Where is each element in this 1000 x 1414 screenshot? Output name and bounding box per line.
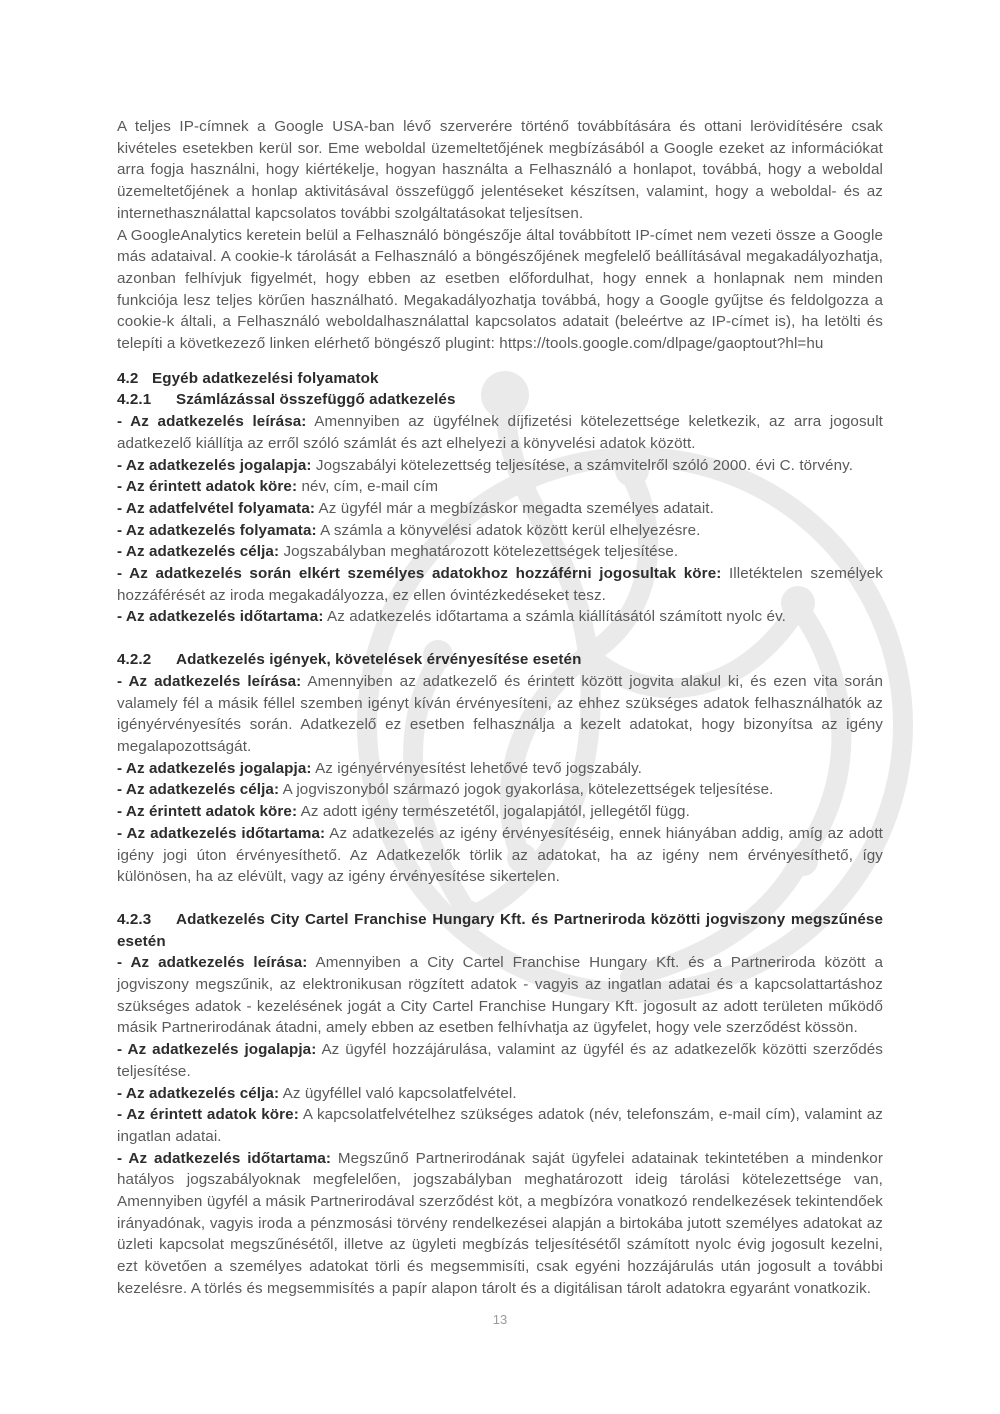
- section-4-2-1-number: 4.2.1: [117, 391, 152, 409]
- item-label: - Az adatkezelés célja:: [117, 781, 280, 799]
- section-4-2-3-heading: [117, 909, 883, 952]
- item-text: Az ügyfél hozzájárulása, valamint az ügyfél és az adatkezelők közötti szerződés teljesítése.: [117, 1041, 883, 1080]
- item-label: - Az adatkezelés jogalapja:: [117, 456, 312, 474]
- item-label: - Az adatkezelés időtartama:: [117, 824, 326, 842]
- section-4-2-3-title: Adatkezelés City Cartel Franchise Hungary Kft. és Partneriroda közötti jogviszony megszűnése esetén: [117, 910, 883, 950]
- section-4-2-3-item-data-scope: [117, 1104, 883, 1147]
- item-text: Az adatkezelés az igény érvényesítéséig, ennek hiányában addig, amíg az adott igény jogi úton érvényesíthető. Az Adatkezelők törlik az adatokat, ha az igény nem érvényesíthető, így különösen, ha az elévült, vagy az igény érvényesítése sikertelen.: [117, 824, 883, 886]
- item-label: - Az adatkezelés folyamata:: [117, 521, 317, 539]
- item-text: Az igényérvényesítést lehetővé tevő jogszabály.: [315, 759, 642, 777]
- item-label: - Az adatkezelés időtartama:: [117, 608, 324, 626]
- item-text: Jogszabályban meghatározott kötelezettségek teljesítése.: [283, 543, 679, 561]
- section-4-2-3-item-description: [117, 952, 883, 1039]
- page-number: 13: [492, 1312, 508, 1327]
- item-label: - Az adatkezelés során elkért személyes adatokhoz hozzáférni jogosultak köre:: [117, 565, 722, 583]
- item-text: Illetéktelen személyek hozzáférését az iroda megakadályozza, ez ellen óvintézkedéseket tesz.: [117, 565, 883, 604]
- item-label: - Az érintett adatok köre:: [117, 1106, 299, 1124]
- item-label: - Az adatkezelés jogalapja:: [117, 1041, 317, 1059]
- item-text: Amennyiben az ügyfélnek díjfizetési kötelezettsége keletkezik, az arra jogosult adatkezelő kiállítja az erről szóló számlát és azt elhelyezi a könyvelési adatok között.: [117, 413, 883, 452]
- intro-paragraph-2-text: A GoogleAnalytics keretein belül a Felhasználó böngészője által továbbított IP-címet nem vezeti össze a Google más adataival. A cookie-k tárolását a Felhasználó a böngészőjének megfelelő beállításával megakadályozhatja, azonban felhívjuk figyelmét, hogy ebben az esetben előfordulhat, hogy ennek a honlapnak nem minden funkciója lesz teljes körűen használható. Megakadályozhatja továbbá, hogy a Google gyűjtse és feldolgozza a cookie-k általi, a Felhasználó weboldalhasználattal kapcsolatos adatait (beleértve az IP-címet is), ha letölti és telepíti a következező linken elérhető böngésző plugint:: [117, 226, 883, 353]
- gaoptout-link: https://tools.google.com/dlpage/gaoptout?hl=hu: [499, 335, 824, 353]
- item-text: név, cím, e-mail cím: [301, 478, 439, 496]
- section-4-2-2-item-description: [117, 671, 883, 758]
- item-text: Az ügyfél már a megbízáskor megadta személyes adatait.: [318, 499, 714, 517]
- section-4-2-1-title: Számlázással összefüggő adatkezelés: [176, 391, 456, 409]
- section-4-2-1-item-description: [117, 411, 883, 454]
- item-text: Amennyiben a City Cartel Franchise Hungary Kft. és a Partneriroda között a jogviszony megszűnik, az elektronikusan rögzített adatok - vagyis az ingatlan adatai és a kapcsolattartáshoz szükséges adatok - kezelésének jogát a City Cartel Franchise Hungary Kft. jogosult az adott területen működő másik Partnerirodának átadni, amely ebben az esetben felhívhatja az ügyfelet, hogy vele szerződést kössön.: [117, 954, 884, 1037]
- section-4-2-1-item-purpose: [117, 541, 883, 563]
- item-text: Az adott igény természetétől, jogalapjától, jellegétől függ.: [300, 803, 690, 821]
- section-4-2-1-item-legal-basis: [117, 455, 883, 477]
- section-4-2-number: 4.2: [117, 369, 139, 387]
- item-label: - Az adatfelvétel folyamata:: [117, 499, 316, 517]
- item-text: A számla a könyvelési adatok között kerül elhelyezésre.: [320, 521, 701, 539]
- section-4-2-1-heading: [117, 389, 883, 411]
- section-4-2-2-item-duration: [117, 823, 883, 888]
- page-content: [117, 116, 883, 1300]
- section-4-2-3-item-legal-basis: [117, 1039, 883, 1082]
- section-4-2-1-item-duration: [117, 606, 883, 628]
- section-4-2-title: Egyéb adatkezelési folyamatok: [152, 369, 379, 387]
- item-text: A jogviszonyból származó jogok gyakorlása, kötelezettségek teljesítése.: [282, 781, 774, 799]
- item-text: Jogszabályi kötelezettség teljesítése, a számvitelről szóló 2000. évi C. törvény.: [315, 456, 854, 474]
- intro-paragraph-1: A teljes IP-címnek a Google USA-ban lévő szerverére történő továbbítására és ottani lerövidítésére csak kivételes esetekben kerül sor. Eme weboldal üzemeltetőjének megbízásából a Google ezeket az információkat arra fogja használni, hogy kiértékelje, hogyan használta a Felhasználó a honlapot, továbbá, hogy a weboldal üzemeltetőjének a honlap aktivitásával összefüggő jelentéseket készítsen, valamint, hogy a weboldal- és az internethasználattal kapcsolatos további szolgáltatásokat teljesítsen.: [117, 118, 883, 222]
- item-text: Megszűnő Partnerirodának saját ügyfelei adatainak tekintetében a mindenkor hatályos jogszabályoknak megfelelően, jogszabályban meghatározott ideig tárolási kötelezettsége van, Amennyiben ügyfél a másik Partnerirodával szerződést köt, a megbízóra vonatkozó rendelkezések tekintendőek irányadónak, vagyis iroda a pénzmosási törvény rendelkezései alapján a birtokába jutott személyes adatokat az üzleti kapcsolat megszűnésétől, illetve az ügyleti megbízás teljesítésétől számított nyolc évig jogosult kezelni, ezt követően a személyes adatokat törli és megsemmisíti, csak egyéni hozzájárulás után jogosult a további kezelésre. A törlés és megsemmisítés a papír alapon tárolt és a digitálisan tárolt adatokra egyaránt vonatkozik.: [117, 1149, 883, 1297]
- section-4-2-2-title: Adatkezelés igények, követelések érvényesítése esetén: [176, 651, 582, 669]
- section-4-2-1-item-collection-process: [117, 498, 883, 520]
- item-text: A kapcsolatfelvételhez szükséges adatok (név, telefonszám, e-mail cím), valamint az ingatlan adatai.: [117, 1106, 883, 1145]
- item-label: - Az érintett adatok köre:: [117, 803, 298, 821]
- item-label: - Az adatkezelés leírása:: [117, 954, 308, 972]
- item-text: Amennyiben az adatkezelő és érintett között jogvita alakul ki, és ezen vita során valamely fél a másik féllel szemben igényt kíván érvényesíteni, az ehhez szükséges adatok felhasználhatók az igényérvényesítés során. Adatkezelő ez esetben felhasználja a kezelt adatokat, hogy bizonyítsa az igény megalapozottságát.: [117, 672, 883, 755]
- section-4-2-1-item-data-scope: [117, 476, 883, 498]
- section-4-2-3-item-purpose: [117, 1083, 883, 1105]
- section-4-2-1-item-access-rights: [117, 563, 883, 606]
- section-4-2-2-number: 4.2.2: [117, 651, 152, 669]
- section-4-2-3-item-duration: [117, 1148, 883, 1300]
- item-label: - Az adatkezelés jogalapja:: [117, 759, 312, 777]
- item-text: Az ügyféllel való kapcsolatfelvétel.: [282, 1084, 517, 1102]
- item-text: Az adatkezelés időtartama a számla kiállításától számított nyolc év.: [326, 608, 786, 626]
- item-label: - Az adatkezelés leírása:: [117, 672, 302, 690]
- item-label: - Az adatkezelés időtartama:: [117, 1149, 332, 1167]
- section-4-2-2-item-legal-basis: [117, 758, 883, 780]
- item-label: - Az érintett adatok köre:: [117, 478, 298, 496]
- item-label: - Az adatkezelés leírása:: [117, 413, 307, 431]
- section-4-2-2-item-purpose: [117, 779, 883, 801]
- item-label: - Az adatkezelés célja:: [117, 1084, 280, 1102]
- intro-paragraph-2: [117, 225, 883, 355]
- section-4-2-2-item-data-scope: [117, 801, 883, 823]
- section-4-2-3-number: 4.2.3: [117, 910, 152, 928]
- section-4-2-heading: [117, 368, 883, 390]
- section-4-2-1-item-process: [117, 520, 883, 542]
- section-4-2-2-heading: [117, 649, 883, 671]
- item-label: - Az adatkezelés célja:: [117, 543, 280, 561]
